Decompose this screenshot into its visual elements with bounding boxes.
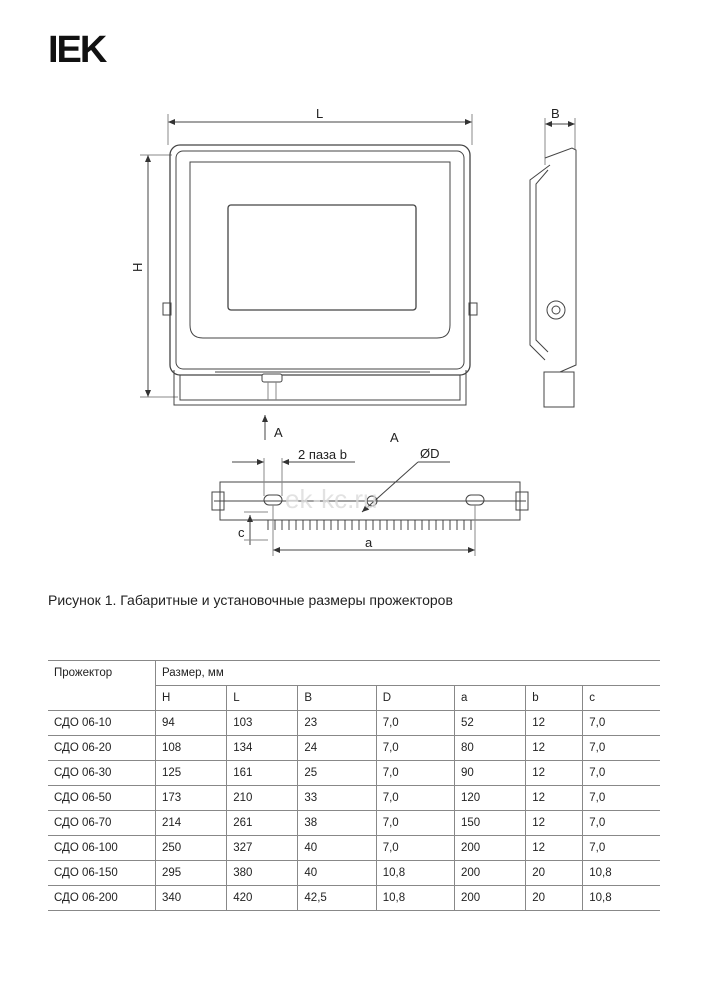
value-cell: 23	[298, 711, 376, 736]
table-header-row	[48, 661, 660, 686]
value-cell: 12	[526, 736, 583, 761]
column-header: b	[526, 686, 583, 711]
value-cell: 12	[526, 711, 583, 736]
model-cell: СДО 06-200	[48, 886, 156, 911]
value-cell: 7,0	[583, 811, 660, 836]
value-cell: 134	[227, 736, 298, 761]
front-view	[140, 114, 477, 440]
label-L: L	[316, 106, 324, 121]
value-cell: 12	[526, 761, 583, 786]
model-cell: СДО 06-50	[48, 786, 156, 811]
value-cell: 20	[526, 886, 583, 911]
value-cell: 94	[156, 711, 227, 736]
value-cell: 108	[156, 736, 227, 761]
value-cell: 7,0	[376, 711, 454, 736]
value-cell: 103	[227, 711, 298, 736]
value-cell: 261	[227, 811, 298, 836]
watermark: ek-kc.ru	[285, 484, 378, 514]
value-cell: 10,8	[376, 886, 454, 911]
value-cell: 12	[526, 786, 583, 811]
header-size-group: Размер, мм	[156, 661, 661, 686]
value-cell: 327	[227, 836, 298, 861]
value-cell: 7,0	[376, 786, 454, 811]
value-cell: 380	[227, 861, 298, 886]
column-header: c	[583, 686, 660, 711]
value-cell: 80	[455, 736, 526, 761]
value-cell: 52	[455, 711, 526, 736]
label-c: c	[238, 525, 245, 540]
value-cell: 10,8	[376, 861, 454, 886]
model-cell: СДО 06-20	[48, 736, 156, 761]
table-row	[48, 861, 660, 886]
logo-text: IEK	[48, 29, 106, 68]
model-cell: СДО 06-10	[48, 711, 156, 736]
value-cell: 20	[526, 861, 583, 886]
model-cell: СДО 06-150	[48, 861, 156, 886]
label-B: B	[551, 106, 560, 121]
model-cell: СДО 06-70	[48, 811, 156, 836]
figure-caption: Рисунок 1. Габаритные и установочные размеры прожекторов	[48, 592, 453, 608]
table-row	[48, 836, 660, 861]
value-cell: 33	[298, 786, 376, 811]
value-cell: 295	[156, 861, 227, 886]
value-cell: 150	[455, 811, 526, 836]
table-row	[48, 811, 660, 836]
value-cell: 7,0	[376, 761, 454, 786]
value-cell: 340	[156, 886, 227, 911]
column-header: D	[376, 686, 454, 711]
value-cell: 7,0	[376, 736, 454, 761]
value-cell: 7,0	[583, 736, 660, 761]
table-row	[48, 761, 660, 786]
value-cell: 7,0	[583, 711, 660, 736]
value-cell: 7,0	[376, 811, 454, 836]
value-cell: 25	[298, 761, 376, 786]
label-section-arrow: A	[274, 425, 283, 440]
value-cell: 200	[455, 836, 526, 861]
label-H: H	[130, 262, 145, 272]
side-view	[530, 118, 576, 407]
value-cell: 125	[156, 761, 227, 786]
model-cell: СДО 06-30	[48, 761, 156, 786]
header-model: Прожектор	[48, 661, 156, 711]
value-cell: 420	[227, 886, 298, 911]
value-cell: 200	[455, 886, 526, 911]
value-cell: 210	[227, 786, 298, 811]
value-cell: 42,5	[298, 886, 376, 911]
table-row	[48, 886, 660, 911]
value-cell: 12	[526, 811, 583, 836]
table-row	[48, 786, 660, 811]
value-cell: 12	[526, 836, 583, 861]
column-header: H	[156, 686, 227, 711]
label-hole-d: ØD	[420, 446, 440, 461]
table-row	[48, 711, 660, 736]
value-cell: 7,0	[376, 836, 454, 861]
model-cell: СДО 06-100	[48, 836, 156, 861]
label-slots: 2 паза b	[298, 447, 347, 462]
value-cell: 7,0	[583, 786, 660, 811]
value-cell: 200	[455, 861, 526, 886]
column-header: B	[298, 686, 376, 711]
value-cell: 173	[156, 786, 227, 811]
value-cell: 40	[298, 836, 376, 861]
value-cell: 10,8	[583, 886, 660, 911]
value-cell: 40	[298, 861, 376, 886]
value-cell: 24	[298, 736, 376, 761]
value-cell: 90	[455, 761, 526, 786]
value-cell: 10,8	[583, 861, 660, 886]
value-cell: 214	[156, 811, 227, 836]
dimensions-table	[48, 660, 660, 911]
label-section-title: A	[390, 430, 399, 445]
column-header: a	[455, 686, 526, 711]
value-cell: 7,0	[583, 836, 660, 861]
value-cell: 161	[227, 761, 298, 786]
value-cell: 120	[455, 786, 526, 811]
column-header: L	[227, 686, 298, 711]
label-a: a	[365, 535, 373, 550]
value-cell: 38	[298, 811, 376, 836]
table-row	[48, 736, 660, 761]
value-cell: 250	[156, 836, 227, 861]
value-cell: 7,0	[583, 761, 660, 786]
